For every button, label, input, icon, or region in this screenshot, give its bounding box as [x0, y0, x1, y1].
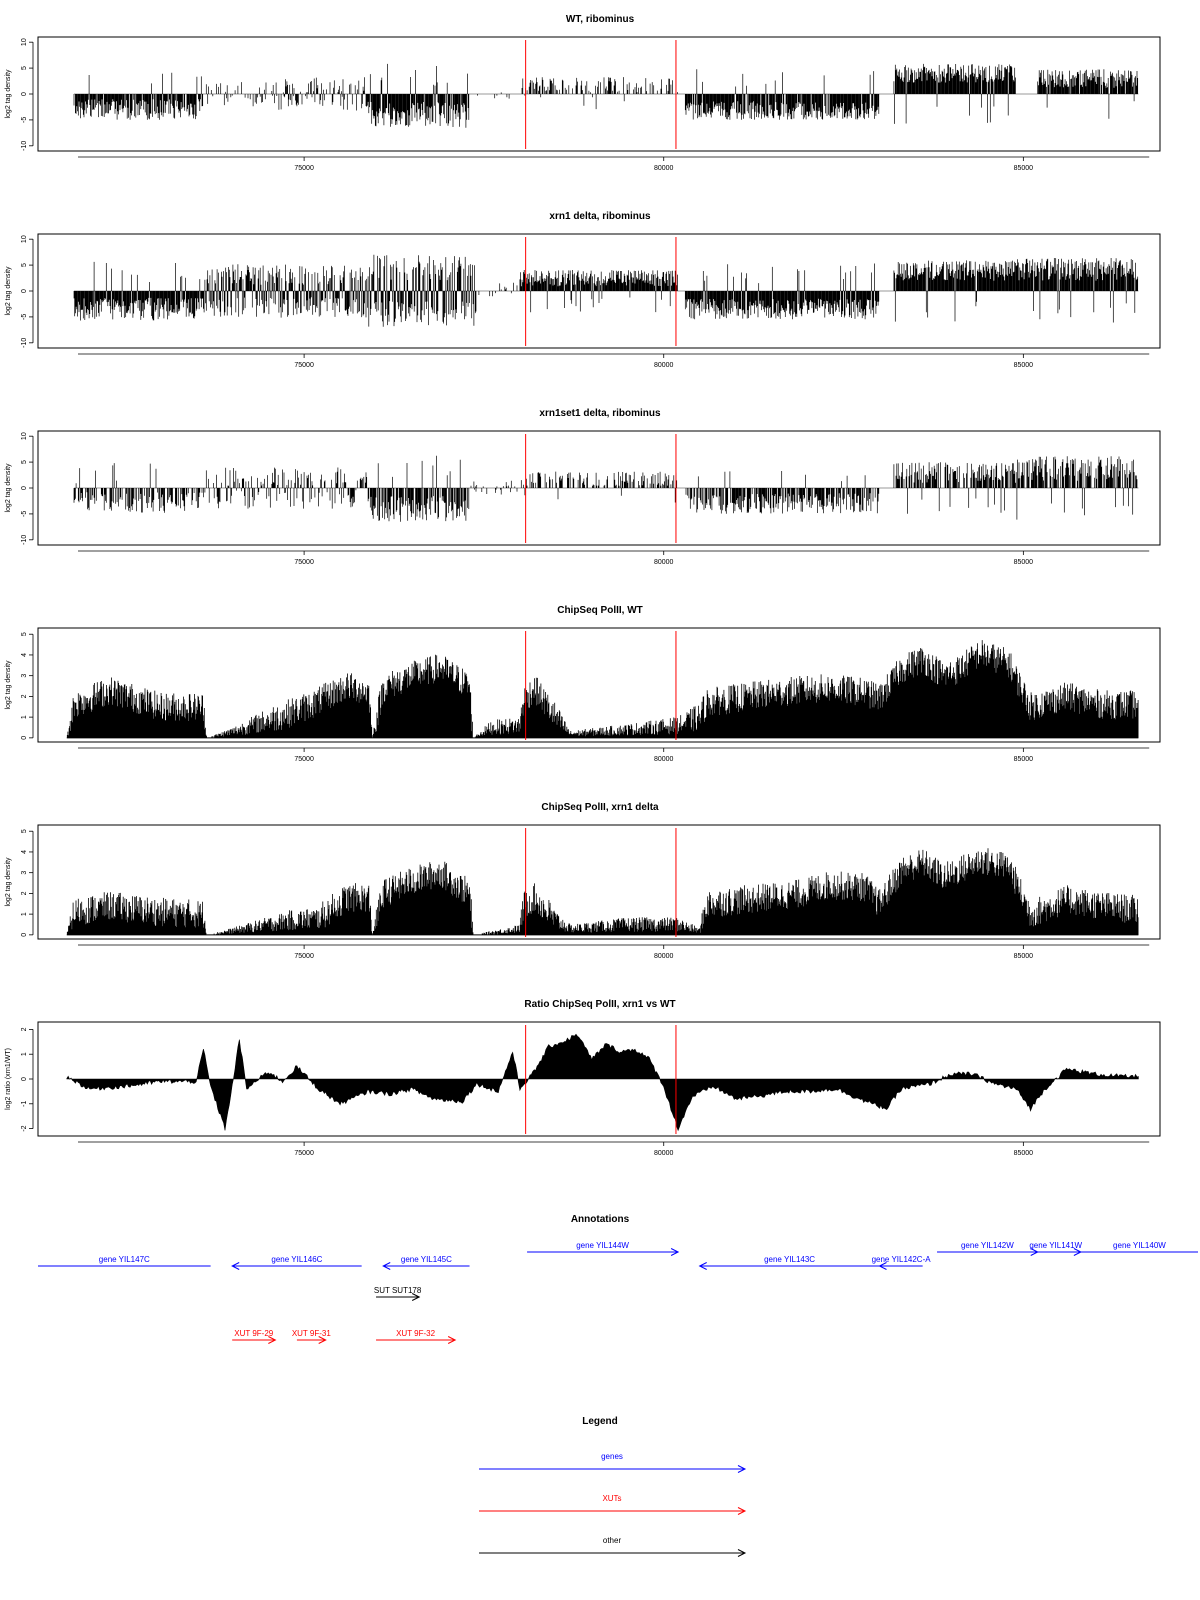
feature-label: SUT SUT178 [373, 1286, 422, 1295]
feature-label: gene YIL143C [764, 1255, 816, 1264]
x-tick-label: 75000 [294, 559, 314, 566]
x-tick-label: 75000 [294, 953, 314, 960]
x-tick-label: 85000 [1013, 953, 1034, 960]
x-tick-label: 85000 [1013, 362, 1034, 369]
x-tick-label: 85000 [1013, 1150, 1034, 1157]
annotation-feature [232, 1329, 275, 1344]
feature-label: gene YIL146C [271, 1255, 323, 1264]
annotation-feature [383, 1255, 469, 1270]
y-tick-label: 5 [21, 829, 28, 834]
x-tick-label: 85000 [1013, 559, 1034, 566]
y-tick-label: -5 [21, 510, 28, 518]
y-axis-label: log2 tag density [5, 266, 12, 316]
x-tick-label: 75000 [294, 1150, 314, 1157]
x-tick-label: 80000 [653, 756, 674, 763]
annotations-title: Annotations [570, 1214, 630, 1225]
annotation-feature [292, 1329, 332, 1344]
data-series [74, 64, 1138, 128]
y-tick-label: 10 [21, 38, 28, 47]
feature-label: gene YIL144W [576, 1241, 629, 1250]
x-tick-label: 80000 [653, 1150, 674, 1157]
y-axis-label: log2 ratio (xrn1/WT) [5, 1048, 12, 1110]
annotation-feature [1081, 1241, 1198, 1252]
y-tick-label: 0 [21, 1077, 28, 1081]
data-series [67, 1034, 1139, 1130]
annotation-feature [700, 1255, 880, 1270]
y-tick-label: 0 [21, 735, 28, 740]
y-tick-label: -10 [21, 140, 28, 151]
y-tick-label: 4 [21, 652, 28, 657]
annotation-feature [38, 1255, 211, 1266]
y-tick-label: 0 [21, 486, 28, 490]
panel-title: Ratio ChipSeq PolII, xrn1 vs WT [524, 999, 676, 1010]
legend-label: genes [601, 1452, 623, 1461]
y-tick-label: 4 [21, 849, 28, 854]
y-tick-label: 5 [21, 263, 28, 268]
annotation-feature [1029, 1241, 1082, 1256]
x-tick-label: 75000 [294, 756, 314, 763]
signal-bars [74, 255, 1138, 327]
y-tick-label: 2 [21, 694, 28, 699]
feature-label: gene YIL147C [98, 1255, 150, 1264]
feature-label: gene YIL142C-A [871, 1255, 931, 1264]
y-tick-label: 2 [21, 1027, 28, 1032]
y-axis-label: log2 tag density [5, 69, 12, 119]
y-tick-label: 10 [21, 432, 28, 441]
y-tick-label: 2 [21, 891, 28, 896]
data-series [74, 456, 1138, 522]
x-tick-label: 75000 [294, 165, 314, 172]
x-tick-label: 75000 [294, 362, 314, 369]
y-tick-label: -5 [21, 313, 28, 321]
y-tick-label: -10 [21, 337, 28, 348]
x-tick-label: 80000 [653, 165, 674, 172]
data-series [74, 255, 1138, 327]
panel-4 [5, 605, 1160, 763]
y-tick-label: 3 [21, 673, 28, 678]
y-tick-label: 0 [21, 932, 28, 937]
feature-label: XUT 9F-31 [291, 1329, 331, 1338]
annotation-feature [374, 1286, 422, 1301]
panel-3 [5, 408, 1160, 566]
y-tick-label: 3 [21, 870, 28, 875]
annotation-feature [527, 1241, 678, 1256]
annotation-feature [872, 1255, 932, 1270]
legend-item [479, 1536, 745, 1557]
panel-title: xrn1 delta, ribominus [549, 211, 651, 222]
annotation-feature [376, 1329, 455, 1344]
feature-label: gene YIL141W [1029, 1241, 1083, 1250]
ratio-area [67, 1034, 1139, 1130]
y-tick-label: 1 [21, 1052, 28, 1057]
y-tick-label: -10 [21, 534, 28, 545]
panel-title: ChipSeq PolII, xrn1 delta [541, 802, 659, 813]
y-tick-label: -2 [21, 1125, 28, 1132]
data-series [67, 848, 1139, 935]
panel-1 [5, 14, 1160, 172]
feature-label: XUT 9F-32 [396, 1329, 436, 1338]
panel-title: WT, ribominus [565, 14, 635, 25]
y-tick-label: -5 [21, 116, 28, 124]
x-tick-label: 85000 [1013, 165, 1034, 172]
data-series [67, 640, 1139, 738]
y-tick-label: 1 [21, 912, 28, 917]
feature-label: gene YIL142W [960, 1241, 1014, 1250]
x-tick-label: 80000 [653, 559, 674, 566]
feature-label: gene YIL140W [1113, 1241, 1166, 1250]
x-tick-label: 80000 [653, 362, 674, 369]
annotation-feature [937, 1241, 1038, 1256]
y-tick-label: 5 [21, 66, 28, 71]
y-axis-label: log2 tag density [5, 463, 12, 513]
panel-title: xrn1set1 delta, ribominus [539, 408, 661, 419]
y-tick-label: 5 [21, 632, 28, 637]
panel-5 [5, 802, 1160, 960]
y-axis-label: log2 tag density [5, 660, 12, 710]
legend-panel [479, 1416, 745, 1557]
legend-label: other [602, 1536, 622, 1545]
y-tick-label: 5 [21, 460, 28, 465]
x-tick-label: 85000 [1013, 756, 1034, 763]
panel-2 [5, 211, 1160, 369]
signal-bars [67, 848, 1138, 935]
legend-title: Legend [582, 1416, 618, 1427]
signal-bars [74, 456, 1137, 522]
feature-label: XUT 9F-29 [234, 1329, 274, 1338]
x-tick-label: 80000 [653, 953, 674, 960]
legend-item [479, 1494, 745, 1515]
feature-label: gene YIL145C [400, 1255, 452, 1264]
y-tick-label: 1 [21, 715, 28, 720]
panel-title: ChipSeq PolII, WT [557, 605, 643, 616]
y-tick-label: 0 [21, 289, 28, 293]
y-tick-label: 10 [21, 235, 28, 244]
panel-6 [5, 999, 1160, 1157]
annotation-feature [232, 1255, 361, 1270]
legend-label: XUTs [602, 1494, 622, 1503]
y-axis-label: log2 tag density [5, 857, 12, 907]
y-tick-label: -1 [21, 1100, 28, 1107]
legend-item [479, 1452, 745, 1473]
annotations-panel [38, 1214, 1198, 1344]
signal-bars [67, 640, 1138, 738]
y-tick-label: 0 [21, 92, 28, 96]
signal-bars [74, 64, 1138, 128]
